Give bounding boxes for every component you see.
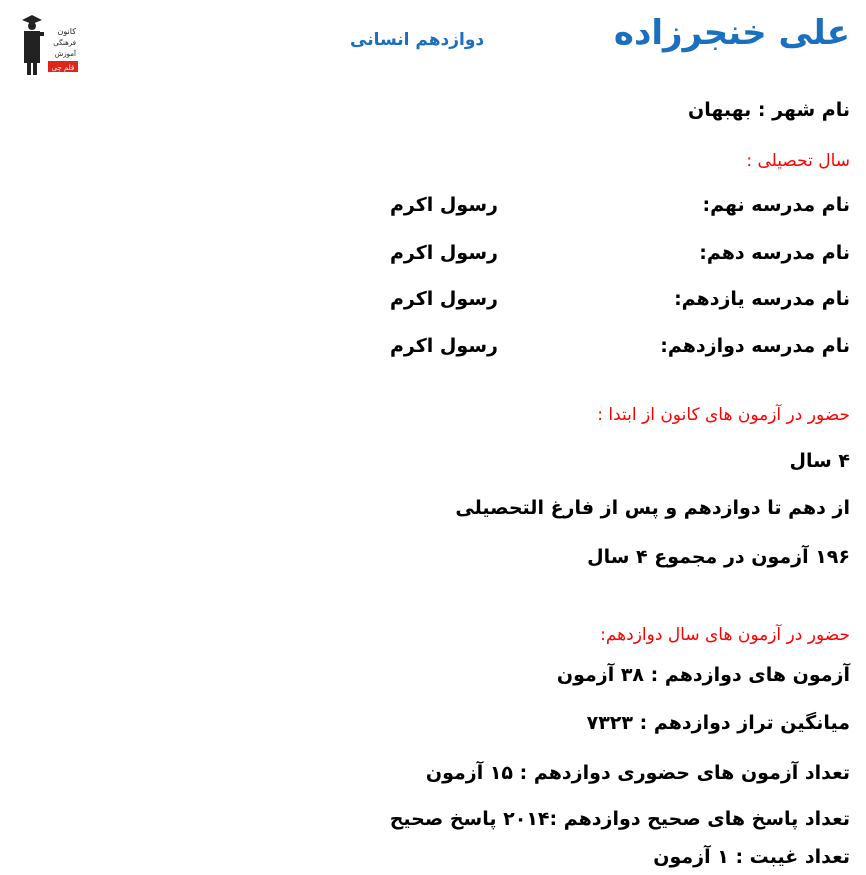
school-12-value: رسول اکرم	[390, 335, 498, 357]
school-12-label: نام مدرسه دوازدهم:	[660, 335, 850, 357]
grade12-exams: آزمون های دوازدهم : ۳۸ آزمون	[556, 664, 850, 686]
city-line: نام شهر : بهبهان	[687, 99, 850, 121]
grade12-avg-score: میانگین تراز دوازدهم : ۷۳۲۳	[586, 712, 850, 734]
school-11-label: نام مدرسه یازدهم:	[674, 288, 850, 310]
logo-line3: آموزش	[54, 50, 76, 58]
student-name: علی خنجرزاده	[613, 13, 850, 53]
school-9-value: رسول اکرم	[390, 194, 498, 216]
logo-badge-text: قلم چی	[51, 64, 75, 72]
attendance-start-heading: حضور در آزمون های کانون از ابتدا :	[597, 405, 850, 425]
kanoon-logo	[18, 12, 80, 76]
logo-line2: فرهنگی	[53, 39, 76, 47]
academic-year-label: سال تحصیلی :	[746, 151, 850, 171]
logo-line1: کانون	[57, 27, 76, 36]
grade12-heading: حضور در آزمون های سال دوازدهم:	[600, 625, 850, 645]
grade12-correct-answers: تعداد پاسخ های صحیح دوازدهم :۲۰۱۴ پاسخ صحیح	[389, 808, 850, 830]
grade-label: دوازدهم انسانی	[350, 30, 485, 50]
school-11-value: رسول اکرم	[390, 288, 498, 310]
attendance-years: ۴ سال	[789, 450, 850, 472]
school-10-value: رسول اکرم	[390, 242, 498, 264]
school-10-label: نام مدرسه دهم:	[699, 242, 850, 264]
school-9-label: نام مدرسه نهم:	[702, 194, 850, 216]
grade12-absences: تعداد غیبت : ۱ آزمون	[653, 846, 850, 868]
attendance-range: از دهم تا دوازدهم و پس از فارغ التحصیلی	[455, 497, 850, 519]
attendance-total: ۱۹۶ آزمون در مجموع ۴ سال	[587, 546, 850, 568]
grade12-in-person: تعداد آزمون های حضوری دوازدهم : ۱۵ آزمون	[425, 762, 850, 784]
graduate-icon	[22, 15, 44, 75]
